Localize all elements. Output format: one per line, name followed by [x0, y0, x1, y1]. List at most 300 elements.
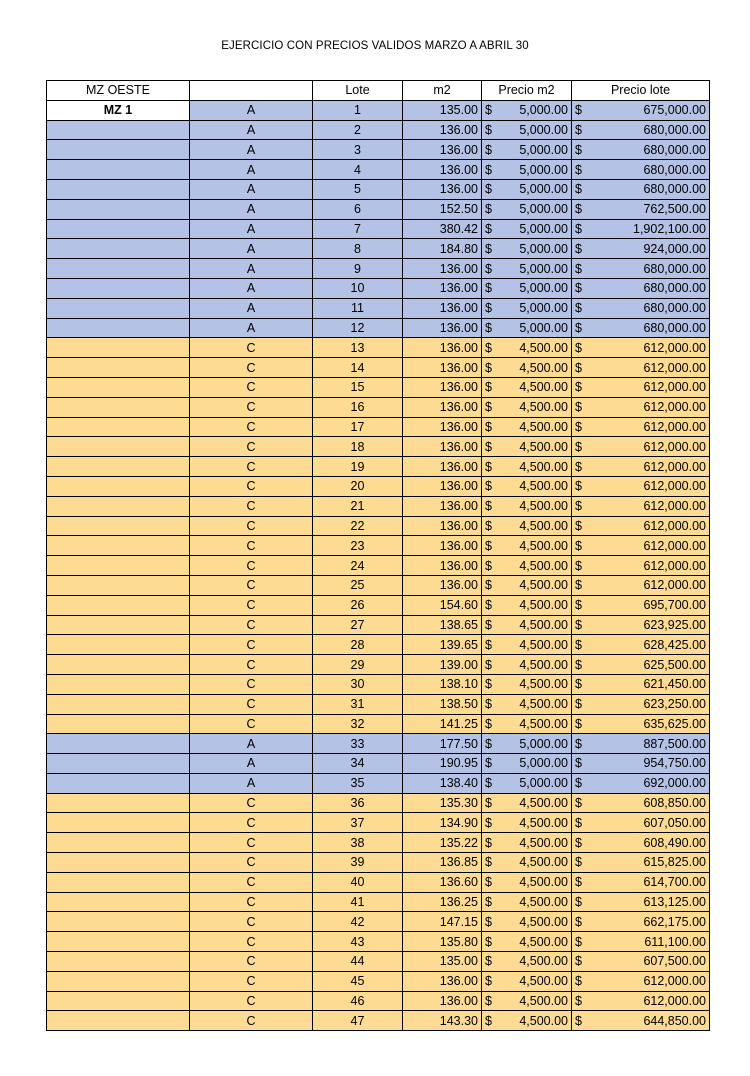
- precio-lote-value: 625,500.00: [643, 657, 706, 672]
- cell-mz: [47, 298, 190, 318]
- currency-symbol: $: [575, 914, 582, 929]
- cell-precio-lote: [572, 358, 710, 378]
- precio-lote-value: 611,100.00: [644, 934, 706, 949]
- currency-symbol: $: [485, 895, 492, 910]
- cell-mz: [47, 338, 190, 358]
- currency-symbol: $: [575, 400, 582, 415]
- cell-precio-lote: [572, 872, 710, 892]
- cell-group: C: [190, 575, 313, 595]
- cell-group: C: [190, 358, 313, 378]
- cell-mz: [47, 199, 190, 219]
- currency-symbol: $: [575, 162, 582, 177]
- currency-symbol: $: [485, 122, 492, 137]
- currency-symbol: $: [575, 340, 582, 355]
- cell-mz: [47, 476, 190, 496]
- cell-group: A: [190, 219, 313, 239]
- currency-symbol: $: [485, 340, 492, 355]
- precio-m2-value: 5,000.00: [519, 103, 568, 118]
- currency-symbol: $: [485, 815, 492, 830]
- cell-m2: 136.00: [403, 377, 482, 397]
- cell-group: C: [190, 674, 313, 694]
- cell-group: C: [190, 377, 313, 397]
- cell-lote: 17: [313, 417, 403, 437]
- cell-precio-m2: [482, 377, 572, 397]
- cell-lote: 1: [313, 100, 403, 120]
- cell-m2: 136.00: [403, 338, 482, 358]
- cell-mz: [47, 754, 190, 774]
- cell-m2: 135.22: [403, 833, 482, 853]
- cell-precio-lote: [572, 556, 710, 576]
- currency-symbol: $: [575, 716, 582, 731]
- cell-lote: 14: [313, 358, 403, 378]
- cell-lote: 8: [313, 239, 403, 259]
- cell-lote: 32: [313, 714, 403, 734]
- precio-lote-value: 612,000.00: [643, 578, 706, 593]
- currency-symbol: $: [485, 1013, 492, 1028]
- table-row: [47, 971, 710, 991]
- cell-mz: [47, 714, 190, 734]
- currency-symbol: $: [575, 598, 582, 613]
- cell-mz: [47, 358, 190, 378]
- cell-lote: 24: [313, 556, 403, 576]
- currency-symbol: $: [485, 637, 492, 652]
- cell-mz: [47, 496, 190, 516]
- cell-mz: [47, 1011, 190, 1031]
- cell-precio-m2: [482, 674, 572, 694]
- precio-m2-value: 4,500.00: [519, 518, 568, 533]
- precio-m2-value: 4,500.00: [519, 895, 568, 910]
- currency-symbol: $: [575, 677, 582, 692]
- cell-m2: 154.60: [403, 595, 482, 615]
- precio-lote-value: 608,490.00: [643, 835, 706, 850]
- cell-precio-lote: [572, 160, 710, 180]
- table-row: [47, 833, 710, 853]
- currency-symbol: $: [485, 439, 492, 454]
- currency-symbol: $: [575, 974, 582, 989]
- cell-group: C: [190, 793, 313, 813]
- cell-group: C: [190, 932, 313, 952]
- cell-precio-m2: [482, 1011, 572, 1031]
- currency-symbol: $: [485, 320, 492, 335]
- currency-symbol: $: [575, 954, 582, 969]
- cell-lote: 19: [313, 457, 403, 477]
- currency-symbol: $: [485, 598, 492, 613]
- currency-symbol: $: [575, 796, 582, 811]
- precio-lote-value: 623,250.00: [643, 697, 706, 712]
- cell-precio-m2: [482, 318, 572, 338]
- precio-lote-value: 612,000.00: [643, 380, 706, 395]
- table-row: [47, 991, 710, 1011]
- cell-group: C: [190, 714, 313, 734]
- cell-precio-m2: [482, 259, 572, 279]
- currency-symbol: $: [485, 182, 492, 197]
- cell-m2: 190.95: [403, 754, 482, 774]
- table-row: [47, 457, 710, 477]
- cell-mz: [47, 140, 190, 160]
- cell-precio-m2: [482, 278, 572, 298]
- cell-mz: MZ 1: [47, 100, 190, 120]
- precio-lote-value: 608,850.00: [643, 796, 706, 811]
- cell-precio-lote: [572, 892, 710, 912]
- currency-symbol: $: [485, 716, 492, 731]
- cell-group: C: [190, 437, 313, 457]
- table-row: [47, 595, 710, 615]
- cell-m2: 136.00: [403, 516, 482, 536]
- precio-lote-value: 615,825.00: [643, 855, 706, 870]
- currency-symbol: $: [575, 499, 582, 514]
- cell-precio-lote: [572, 516, 710, 536]
- precio-m2-value: 4,500.00: [519, 716, 568, 731]
- precio-m2-value: 4,500.00: [519, 835, 568, 850]
- cell-precio-m2: [482, 615, 572, 635]
- table-row: [47, 259, 710, 279]
- precio-lote-value: 680,000.00: [643, 301, 706, 316]
- cell-lote: 22: [313, 516, 403, 536]
- cell-mz: [47, 219, 190, 239]
- page-title: EJERCICIO CON PRECIOS VALIDOS MARZO A ABRIL 30: [221, 40, 529, 52]
- cell-lote: 46: [313, 991, 403, 1011]
- currency-symbol: $: [485, 578, 492, 593]
- currency-symbol: $: [575, 122, 582, 137]
- cell-group: C: [190, 397, 313, 417]
- precio-lote-value: 680,000.00: [643, 142, 706, 157]
- precio-m2-value: 4,500.00: [519, 479, 568, 494]
- cell-precio-lote: [572, 120, 710, 140]
- cell-precio-lote: [572, 239, 710, 259]
- cell-precio-lote: [572, 615, 710, 635]
- currency-symbol: $: [485, 558, 492, 573]
- cell-mz: [47, 833, 190, 853]
- cell-precio-lote: [572, 377, 710, 397]
- precio-m2-value: 4,500.00: [519, 439, 568, 454]
- table-row: [47, 160, 710, 180]
- cell-precio-lote: [572, 298, 710, 318]
- cell-lote: 20: [313, 476, 403, 496]
- cell-group: A: [190, 160, 313, 180]
- precio-lote-value: 612,000.00: [643, 340, 706, 355]
- precio-m2-value: 5,000.00: [519, 261, 568, 276]
- cell-precio-lote: [572, 457, 710, 477]
- precio-m2-value: 4,500.00: [519, 815, 568, 830]
- cell-m2: 184.80: [403, 239, 482, 259]
- precio-m2-value: 4,500.00: [519, 419, 568, 434]
- precio-m2-value: 4,500.00: [519, 380, 568, 395]
- cell-group: C: [190, 476, 313, 496]
- cell-group: A: [190, 278, 313, 298]
- precio-lote-value: 612,000.00: [643, 360, 706, 375]
- cell-precio-m2: [482, 417, 572, 437]
- precio-lote-value: 680,000.00: [643, 182, 706, 197]
- cell-lote: 44: [313, 952, 403, 972]
- currency-symbol: $: [485, 538, 492, 553]
- cell-precio-m2: [482, 793, 572, 813]
- table-row: [47, 298, 710, 318]
- precio-m2-value: 4,500.00: [519, 637, 568, 652]
- cell-precio-lote: [572, 496, 710, 516]
- cell-precio-lote: [572, 754, 710, 774]
- currency-symbol: $: [485, 796, 492, 811]
- cell-m2: 136.00: [403, 476, 482, 496]
- cell-m2: 136.00: [403, 991, 482, 1011]
- table-row: [47, 912, 710, 932]
- cell-m2: 143.30: [403, 1011, 482, 1031]
- cell-mz: [47, 595, 190, 615]
- precio-m2-value: 5,000.00: [519, 281, 568, 296]
- cell-m2: 136.00: [403, 278, 482, 298]
- cell-group: C: [190, 417, 313, 437]
- currency-symbol: $: [575, 736, 582, 751]
- cell-precio-m2: [482, 239, 572, 259]
- cell-group: A: [190, 239, 313, 259]
- cell-precio-lote: [572, 952, 710, 972]
- cell-precio-lote: [572, 833, 710, 853]
- cell-precio-m2: [482, 575, 572, 595]
- cell-m2: 147.15: [403, 912, 482, 932]
- precio-lote-value: 695,700.00: [643, 598, 706, 613]
- cell-precio-lote: [572, 219, 710, 239]
- currency-symbol: $: [575, 380, 582, 395]
- cell-mz: [47, 516, 190, 536]
- cell-group: C: [190, 635, 313, 655]
- table-row: [47, 397, 710, 417]
- precio-m2-value: 4,500.00: [519, 499, 568, 514]
- cell-m2: 136.00: [403, 437, 482, 457]
- cell-mz: [47, 892, 190, 912]
- currency-symbol: $: [575, 518, 582, 533]
- cell-mz: [47, 773, 190, 793]
- cell-mz: [47, 160, 190, 180]
- currency-symbol: $: [485, 281, 492, 296]
- cell-precio-m2: [482, 655, 572, 675]
- precio-m2-value: 4,500.00: [519, 1013, 568, 1028]
- cell-precio-lote: [572, 397, 710, 417]
- cell-lote: 47: [313, 1011, 403, 1031]
- currency-symbol: $: [485, 736, 492, 751]
- currency-symbol: $: [575, 360, 582, 375]
- cell-mz: [47, 120, 190, 140]
- precio-m2-value: 4,500.00: [519, 340, 568, 355]
- precio-m2-value: 4,500.00: [519, 934, 568, 949]
- table-row: [47, 575, 710, 595]
- cell-m2: 138.10: [403, 674, 482, 694]
- table-row: [47, 100, 710, 120]
- cell-group: C: [190, 694, 313, 714]
- precio-lote-value: 680,000.00: [643, 261, 706, 276]
- cell-mz: [47, 239, 190, 259]
- currency-symbol: $: [485, 677, 492, 692]
- cell-precio-m2: [482, 516, 572, 536]
- currency-symbol: $: [575, 875, 582, 890]
- table-row: [47, 734, 710, 754]
- currency-symbol: $: [485, 360, 492, 375]
- cell-precio-lote: [572, 575, 710, 595]
- precio-m2-value: 4,500.00: [519, 538, 568, 553]
- cell-precio-lote: [572, 140, 710, 160]
- cell-group: C: [190, 615, 313, 635]
- cell-lote: 37: [313, 813, 403, 833]
- cell-lote: 18: [313, 437, 403, 457]
- currency-symbol: $: [485, 400, 492, 415]
- cell-mz: [47, 318, 190, 338]
- cell-m2: 136.00: [403, 259, 482, 279]
- cell-mz: [47, 912, 190, 932]
- cell-precio-lote: [572, 853, 710, 873]
- cell-precio-m2: [482, 714, 572, 734]
- currency-symbol: $: [485, 518, 492, 533]
- cell-precio-lote: [572, 912, 710, 932]
- cell-group: C: [190, 952, 313, 972]
- cell-precio-m2: [482, 358, 572, 378]
- precio-m2-value: 4,500.00: [519, 578, 568, 593]
- cell-precio-m2: [482, 734, 572, 754]
- cell-m2: 135.00: [403, 952, 482, 972]
- cell-mz: [47, 635, 190, 655]
- cell-lote: 9: [313, 259, 403, 279]
- precio-lote-value: 680,000.00: [643, 162, 706, 177]
- cell-m2: 136.00: [403, 556, 482, 576]
- currency-symbol: $: [575, 320, 582, 335]
- precio-lote-value: 607,500.00: [643, 954, 706, 969]
- precio-m2-value: 5,000.00: [519, 221, 568, 236]
- currency-symbol: $: [485, 954, 492, 969]
- cell-m2: 136.25: [403, 892, 482, 912]
- currency-symbol: $: [485, 875, 492, 890]
- precio-m2-value: 5,000.00: [519, 122, 568, 137]
- currency-symbol: $: [575, 538, 582, 553]
- cell-precio-m2: [482, 932, 572, 952]
- table-row: [47, 892, 710, 912]
- cell-lote: 36: [313, 793, 403, 813]
- cell-group: C: [190, 853, 313, 873]
- currency-symbol: $: [485, 162, 492, 177]
- cell-mz: [47, 991, 190, 1011]
- cell-lote: 10: [313, 278, 403, 298]
- precio-m2-value: 4,500.00: [519, 657, 568, 672]
- precio-lote-value: 614,700.00: [643, 875, 706, 890]
- cell-m2: 136.00: [403, 417, 482, 437]
- cell-group: C: [190, 833, 313, 853]
- precio-lote-value: 612,000.00: [643, 479, 706, 494]
- precio-m2-value: 5,000.00: [519, 182, 568, 197]
- cell-mz: [47, 734, 190, 754]
- currency-symbol: $: [575, 994, 582, 1009]
- currency-symbol: $: [575, 301, 582, 316]
- currency-symbol: $: [575, 202, 582, 217]
- cell-precio-m2: [482, 635, 572, 655]
- cell-mz: [47, 674, 190, 694]
- cell-precio-m2: [482, 773, 572, 793]
- precio-m2-value: 4,500.00: [519, 459, 568, 474]
- cell-m2: 136.00: [403, 496, 482, 516]
- cell-group: C: [190, 536, 313, 556]
- cell-precio-lote: [572, 199, 710, 219]
- cell-precio-lote: [572, 437, 710, 457]
- precio-lote-value: 954,750.00: [643, 756, 706, 771]
- cell-lote: 41: [313, 892, 403, 912]
- precio-m2-value: 4,500.00: [519, 677, 568, 692]
- cell-precio-lote: [572, 278, 710, 298]
- cell-m2: 136.00: [403, 140, 482, 160]
- currency-symbol: $: [575, 479, 582, 494]
- cell-group: A: [190, 140, 313, 160]
- precio-m2-value: 4,500.00: [519, 617, 568, 632]
- cell-precio-m2: [482, 833, 572, 853]
- cell-precio-lote: [572, 179, 710, 199]
- precio-m2-value: 5,000.00: [519, 776, 568, 791]
- cell-lote: 27: [313, 615, 403, 635]
- precio-lote-value: 612,000.00: [643, 974, 706, 989]
- cell-m2: 136.00: [403, 318, 482, 338]
- cell-lote: 39: [313, 853, 403, 873]
- cell-precio-lote: [572, 595, 710, 615]
- precio-lote-value: 612,000.00: [643, 459, 706, 474]
- cell-m2: 138.40: [403, 773, 482, 793]
- cell-precio-lote: [572, 694, 710, 714]
- currency-symbol: $: [575, 815, 582, 830]
- cell-group: A: [190, 100, 313, 120]
- precio-lote-value: 680,000.00: [643, 122, 706, 137]
- cell-m2: 136.00: [403, 160, 482, 180]
- cell-m2: 135.00: [403, 100, 482, 120]
- cell-precio-lote: [572, 734, 710, 754]
- precio-m2-value: 5,000.00: [519, 202, 568, 217]
- cell-mz: [47, 853, 190, 873]
- precio-lote-value: 612,000.00: [643, 538, 706, 553]
- currency-symbol: $: [485, 103, 492, 118]
- precio-m2-value: 5,000.00: [519, 301, 568, 316]
- cell-lote: 12: [313, 318, 403, 338]
- cell-m2: 152.50: [403, 199, 482, 219]
- precio-lote-value: 675,000.00: [643, 103, 706, 118]
- cell-lote: 2: [313, 120, 403, 140]
- cell-m2: 139.00: [403, 655, 482, 675]
- cell-precio-m2: [482, 100, 572, 120]
- cell-lote: 26: [313, 595, 403, 615]
- precio-m2-value: 5,000.00: [519, 241, 568, 256]
- cell-lote: 33: [313, 734, 403, 754]
- precio-m2-value: 5,000.00: [519, 320, 568, 335]
- precio-lote-value: 644,850.00: [643, 1013, 706, 1028]
- currency-symbol: $: [575, 578, 582, 593]
- currency-symbol: $: [575, 103, 582, 118]
- precio-m2-value: 4,500.00: [519, 400, 568, 415]
- currency-symbol: $: [485, 459, 492, 474]
- currency-symbol: $: [575, 281, 582, 296]
- cell-lote: 16: [313, 397, 403, 417]
- currency-symbol: $: [575, 835, 582, 850]
- currency-symbol: $: [575, 617, 582, 632]
- cell-mz: [47, 655, 190, 675]
- cell-precio-m2: [482, 457, 572, 477]
- cell-precio-lote: [572, 100, 710, 120]
- currency-symbol: $: [485, 419, 492, 434]
- currency-symbol: $: [575, 776, 582, 791]
- cell-precio-m2: [482, 892, 572, 912]
- cell-precio-m2: [482, 140, 572, 160]
- cell-m2: 136.00: [403, 536, 482, 556]
- cell-lote: 42: [313, 912, 403, 932]
- currency-symbol: $: [485, 142, 492, 157]
- precio-lote-value: 623,925.00: [643, 617, 706, 632]
- table-row: [47, 615, 710, 635]
- cell-group: C: [190, 457, 313, 477]
- header-lote: Lote: [313, 81, 403, 101]
- cell-precio-m2: [482, 120, 572, 140]
- cell-lote: 6: [313, 199, 403, 219]
- cell-precio-m2: [482, 160, 572, 180]
- table-row: [47, 754, 710, 774]
- cell-m2: 136.00: [403, 298, 482, 318]
